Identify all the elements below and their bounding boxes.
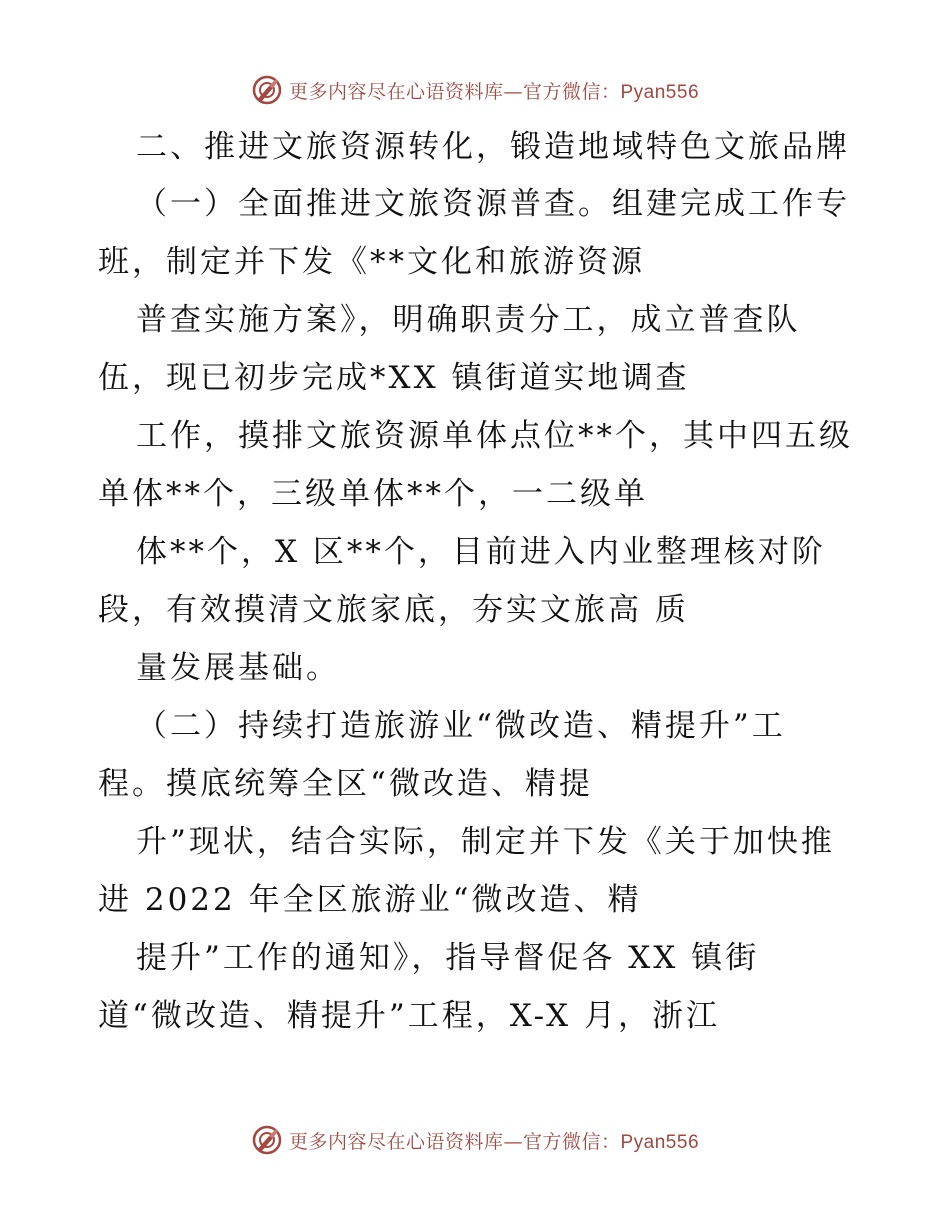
watermark-text: 更多内容尽在心语资料库—官方微信：Pyan556 [288, 80, 700, 103]
logo-icon [251, 1124, 283, 1156]
paragraph-line: 伍，现已初步完成*XX 镇街道实地调查 [98, 360, 690, 396]
paragraph-line: 体**个，X 区**个，目前进入内业整理核对阶 [136, 534, 826, 570]
watermark-text: 更多内容尽在心语资料库—官方微信：Pyan556 [288, 1130, 700, 1153]
paragraph-line: 班，制定并下发《**文化和旅游资源 [98, 244, 645, 280]
paragraph-line: 道“微改造、精提升”工程，X-X 月，浙江 [98, 998, 720, 1034]
paragraph-line: 单体**个，三级单体**个，一二级单 [98, 476, 648, 512]
paragraph-line: 段，有效摸清文旅家底，夯实文旅高 质 [98, 592, 689, 628]
paragraph-line: 量发展基础。 [136, 650, 340, 686]
paragraph-line: 升”现状，结合实际，制定并下发《关于加快推 [136, 824, 835, 860]
section-heading: 二、推进文旅资源转化，锻造地域特色文旅品牌 [136, 129, 850, 165]
paragraph-line: 提升”工作的通知》，指导督促各 XX 镇街 [136, 940, 760, 976]
paragraph-line: 程。摸底统筹全区“微改造、精提 [98, 766, 593, 802]
paragraph-line: （二）持续打造旅游业“微改造、精提升”工 [136, 708, 786, 744]
footer-watermark [0, 1120, 950, 1160]
paragraph-line: （一）全面推进文旅资源普查。组建完成工作专 [136, 186, 850, 222]
logo-icon [251, 74, 283, 106]
paragraph-line: 进 2022 年全区旅游业“微改造、精 [98, 882, 642, 918]
paragraph-line: 普查实施方案》，明确职责分工，成立普查队 [136, 302, 801, 338]
header-watermark [0, 70, 950, 110]
paragraph-line: 工作，摸排文旅资源单体点位**个，其中四五级 [136, 418, 853, 454]
